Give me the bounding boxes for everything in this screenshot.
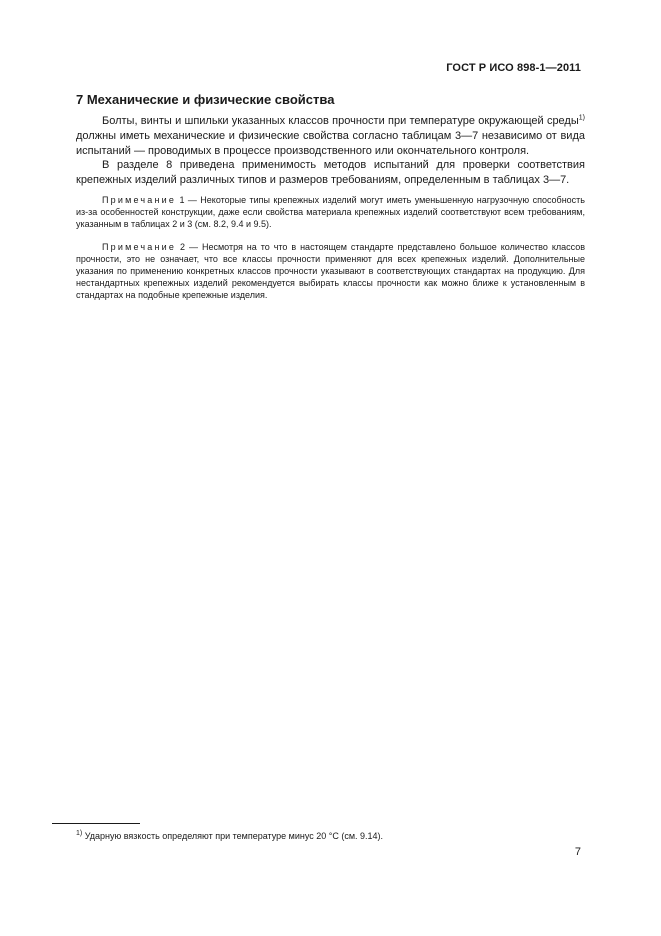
footnote-reference: 1) xyxy=(578,114,585,122)
paragraph-1-continuation: должны иметь механические и физические свойства согласно таблицам 3—7 независимо от вида испытаний — проводимых в процессе производственного или окончательного контроля. xyxy=(76,129,585,157)
section-heading: 7 Механические и физические свойства xyxy=(76,92,335,107)
footnote-text: Ударную вязкость определяют при температуре минус 20 °С (см. 9.14). xyxy=(82,831,384,841)
footnote-marker: 1) xyxy=(76,830,83,837)
paragraph-2: В разделе 8 приведена применимость методов испытаний для проверки соответствия крепежных изделий различных типов и размеров требованиям, определенным в таблицах 3—7. xyxy=(76,159,585,187)
note-2-label: Примечание xyxy=(102,241,177,252)
footnote xyxy=(76,830,576,842)
note-1-number: 1 — xyxy=(176,194,201,205)
paragraph-1-text: Болты, винты и шпильки указанных классов прочности при температуре окружающей среды xyxy=(102,115,579,127)
note-1 xyxy=(76,194,585,230)
document-code: ГОСТ Р ИСО 898-1—2011 xyxy=(446,62,581,74)
note-2-text: Несмотря на то что в настоящем стандарте представлено большое количество классов прочности, это не означает, что все классы прочности применяют для всех крепежных изделий. Дополнительные указания по применению конкретных классов прочности указывают в соответствующих стандартах на продукцию. Для нестандартных крепежных изделий рекомендуется выбирать классы прочности как можно ближе к установленным в стандартах на подобные крепежные изделия. xyxy=(76,241,586,300)
section-body xyxy=(76,114,585,301)
footnote-divider xyxy=(52,823,140,824)
note-2-number: 2 — xyxy=(176,241,202,252)
note-1-text: Некоторые типы крепежных изделий могут иметь уменьшенную нагрузочную способность из-за особенностей конструкции, даже если свойства материала крепежных изделий соответствуют всем требованиям, указанным в таблицах 2 и 3 (см. 8.2, 9.4 и 9.5). xyxy=(76,194,585,229)
paragraph-1 xyxy=(76,114,585,158)
note-2 xyxy=(76,241,585,301)
spacer xyxy=(76,230,585,241)
note-1-label: Примечание xyxy=(102,194,177,205)
page-number: 7 xyxy=(574,846,581,858)
